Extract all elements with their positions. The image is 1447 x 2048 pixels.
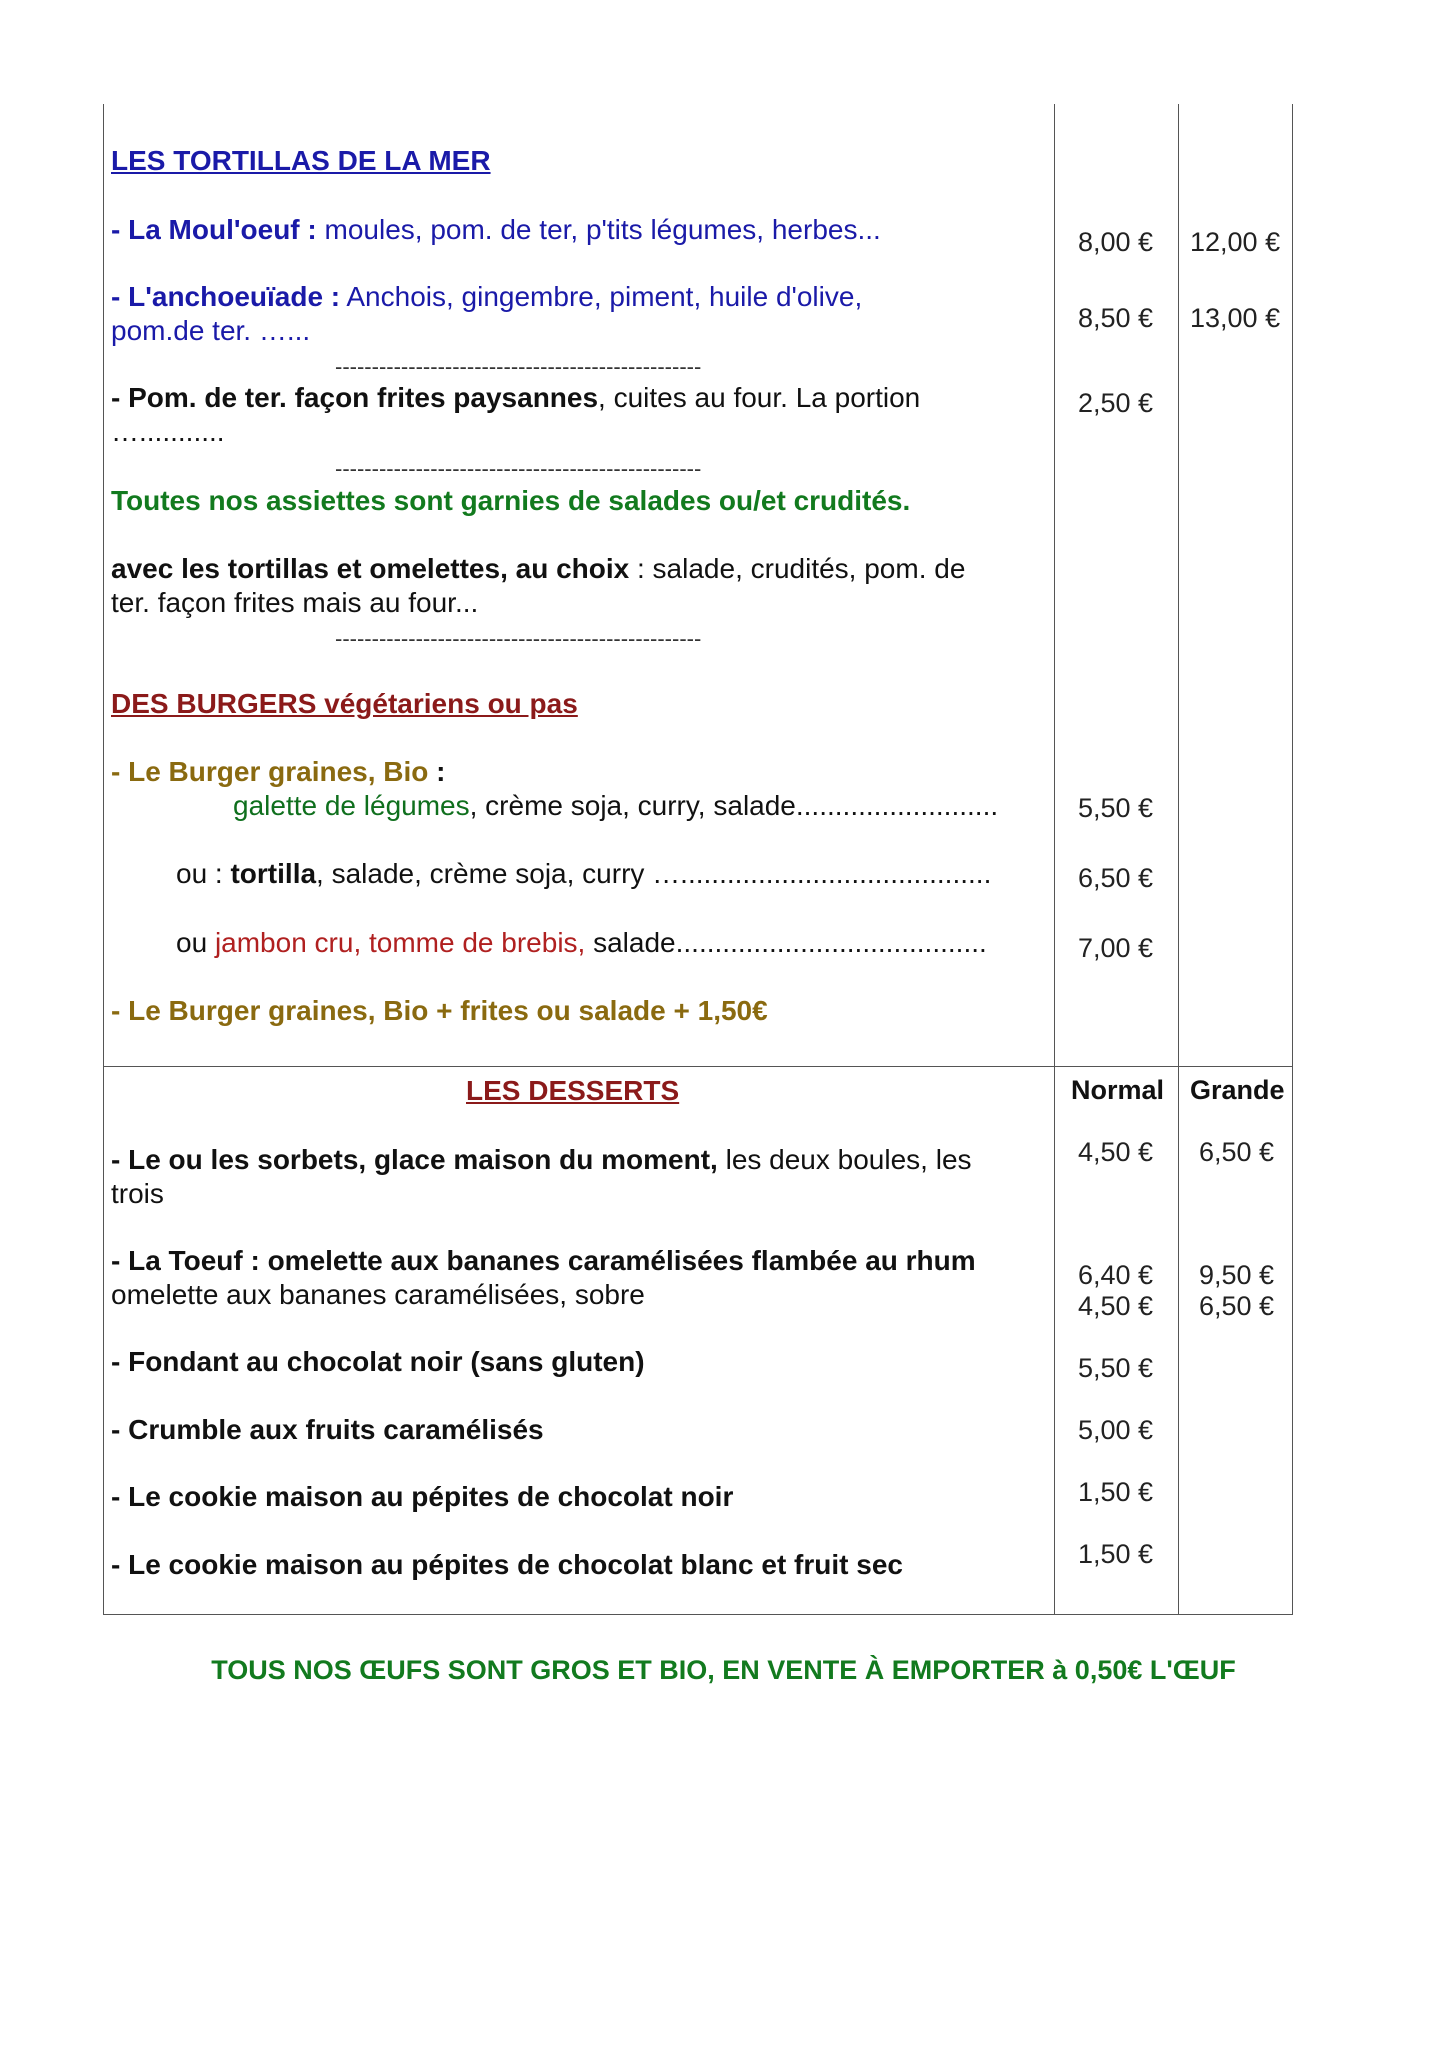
price-grande: 6,50 €: [1199, 1137, 1275, 1167]
dessert-sorbets: [111, 1143, 972, 1177]
price-normal: 2,50 €: [1078, 388, 1154, 418]
table-col-divider-2: [1178, 104, 1179, 1614]
note-choix-bold: avec les tortillas et omelettes, au choix: [111, 553, 630, 584]
menu-item-anchoeuiade: [111, 280, 862, 314]
price-normal: 4,50 €: [1078, 1137, 1154, 1167]
item-description-line2: trois: [111, 1178, 164, 1209]
price-normal: 5,50 €: [1078, 793, 1154, 823]
price-grande: 12,00 €: [1190, 227, 1281, 257]
item-name: - L'anchoeuïade :: [111, 281, 341, 312]
section-title-desserts: LES DESSERTS: [466, 1075, 680, 1106]
price-grande: 6,50 €: [1199, 1291, 1275, 1321]
option-rest: , salade, crème soja, curry …........................................: [316, 858, 992, 889]
section-title-burgers: DES BURGERS végétariens ou pas: [111, 688, 578, 719]
item-name: - Pom. de ter. façon frites paysannes: [111, 382, 599, 413]
dessert-crumble: - Crumble aux fruits caramélisés: [111, 1414, 544, 1445]
price-normal: 8,00 €: [1078, 227, 1154, 257]
option-rest: , crème soja, curry, salade..........................: [469, 790, 999, 821]
price-normal: 6,50 €: [1078, 863, 1154, 893]
menu-item-moul-oeuf: [111, 213, 881, 247]
item-description: les deux boules, les: [717, 1144, 972, 1175]
option-ou: ou :: [176, 858, 231, 889]
table-row-divider: [103, 1066, 1293, 1067]
footer-note-oeufs: TOUS NOS ŒUFS SONT GROS ET BIO, EN VENTE À EMPORTER à 0,50€ L'ŒUF: [211, 1655, 1236, 1685]
dessert-fondant: - Fondant au chocolat noir (sans gluten): [111, 1346, 645, 1377]
menu-item-frites: [111, 381, 920, 415]
dessert-cookie-blanc: - Le cookie maison au pépites de chocolat blanc et fruit sec: [111, 1549, 903, 1580]
option-rest: salade........................................: [585, 927, 987, 958]
note-choix-rest: : salade, crudités, pom. de: [629, 553, 966, 584]
separator: --------------------------------------------------: [335, 626, 702, 651]
price-normal: 1,50 €: [1078, 1477, 1154, 1507]
option-highlight: galette de légumes: [233, 790, 470, 821]
option-ou: ou: [176, 927, 215, 958]
price-grande: 13,00 €: [1190, 303, 1281, 333]
note-choix: [111, 552, 965, 586]
table-col-divider-1: [1054, 104, 1055, 1614]
price-normal: 5,50 €: [1078, 1353, 1154, 1383]
section-title-tortillas-mer: LES TORTILLAS DE LA MER: [111, 145, 491, 176]
dessert-toeuf-sobre: omelette aux bananes caramélisées, sobre: [111, 1279, 645, 1310]
price-normal: 6,40 €: [1078, 1260, 1154, 1290]
item-name: - Le ou les sorbets, glace maison du moment,: [111, 1144, 718, 1175]
item-colon: :: [428, 756, 446, 787]
item-name: - Le Burger graines, Bio: [111, 756, 429, 787]
table-right-border: [1292, 104, 1293, 1614]
item-name: - La Moul'oeuf :: [111, 214, 317, 245]
burger-option-jambon: [176, 926, 987, 960]
note-garnies: Toutes nos assiettes sont garnies de salades ou/et crudités.: [111, 485, 911, 516]
item-description: moules, pom. de ter, p'tits légumes, herbes...: [316, 214, 881, 245]
price-normal: 5,00 €: [1078, 1415, 1154, 1445]
separator: --------------------------------------------------: [335, 456, 702, 481]
option-highlight: tortilla: [230, 858, 317, 889]
option-highlight: jambon cru, tomme de brebis,: [214, 927, 586, 958]
item-description: , cuites au four. La portion: [598, 382, 921, 413]
menu-item-burger: [111, 755, 446, 789]
column-header-grande: Grande: [1190, 1075, 1285, 1105]
item-description: Anchois, gingembre, piment, huile d'olive,: [340, 281, 863, 312]
column-header-normal: Normal: [1071, 1075, 1165, 1105]
price-normal: 1,50 €: [1078, 1539, 1154, 1569]
note-choix-line2: ter. façon frites mais au four...: [111, 587, 479, 618]
price-normal: 7,00 €: [1078, 933, 1154, 963]
burger-option-tortilla: [176, 857, 991, 891]
table-bottom-border: [103, 1614, 1293, 1615]
item-description-line2: pom.de ter. …...: [111, 315, 311, 346]
dessert-cookie-noir: - Le cookie maison au pépites de chocolat noir: [111, 1481, 734, 1512]
burger-extra: - Le Burger graines, Bio + frites ou salade + 1,50€: [111, 995, 768, 1026]
item-description-line2: …...........: [111, 416, 225, 447]
separator: --------------------------------------------------: [335, 354, 702, 379]
price-normal: 8,50 €: [1078, 303, 1154, 333]
price-normal: 4,50 €: [1078, 1291, 1154, 1321]
table-left-border: [103, 104, 104, 1614]
dessert-toeuf: - La Toeuf : omelette aux bananes caramélisées flambée au rhum: [111, 1245, 976, 1276]
burger-option-galette: [233, 789, 998, 823]
price-grande: 9,50 €: [1199, 1260, 1275, 1290]
